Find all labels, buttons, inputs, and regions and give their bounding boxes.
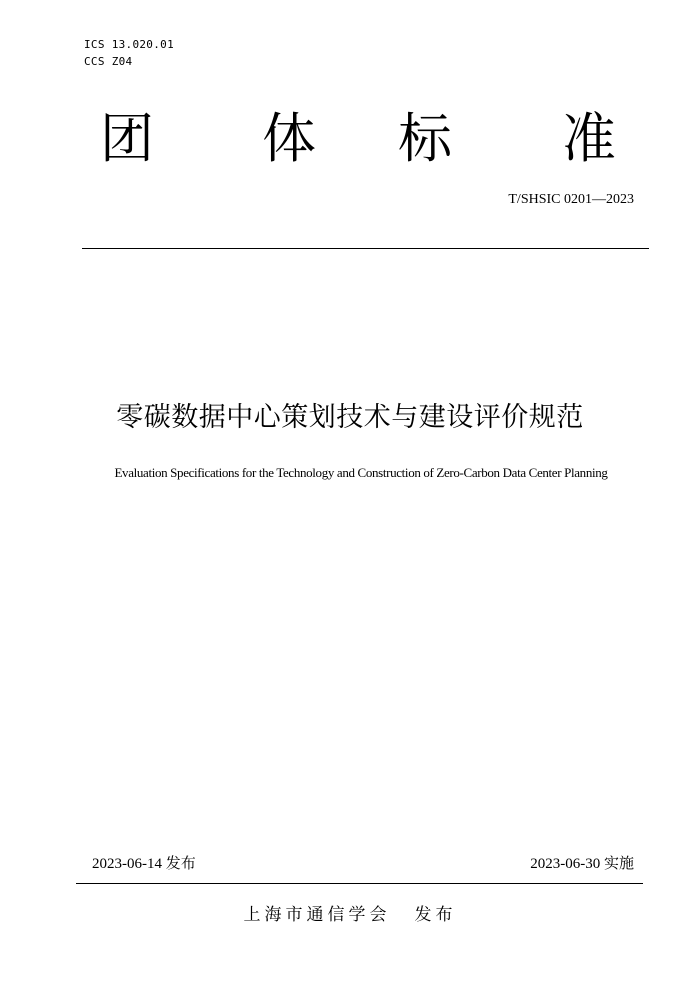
- ics-code: ICS 13.020.01: [84, 38, 174, 51]
- standard-number: T/SHSIC 0201—2023: [508, 192, 634, 207]
- header-char-4: 准: [562, 107, 616, 170]
- ccs-code: CCS Z04: [84, 55, 133, 68]
- header-char-3: 标: [398, 107, 452, 170]
- implementation-date: 2023-06-30 实施: [530, 856, 634, 872]
- document-title-chinese: 零碳数据中心策划技术与建设评价规范: [116, 402, 584, 433]
- issuer-action: 发布: [414, 905, 457, 925]
- issuer-line: [0, 900, 700, 925]
- issuer-name: 上海市通信学会: [243, 905, 391, 925]
- footer-divider: [76, 883, 643, 884]
- header-divider: [82, 248, 649, 249]
- header-char-2: 体: [262, 107, 316, 170]
- header-char-1: 团: [100, 107, 154, 170]
- publish-date: 2023-06-14 发布: [92, 856, 196, 872]
- document-title-english: Evaluation Specifications for the Technology and Construction of Zero-Carbon Data Center Planning: [114, 465, 608, 480]
